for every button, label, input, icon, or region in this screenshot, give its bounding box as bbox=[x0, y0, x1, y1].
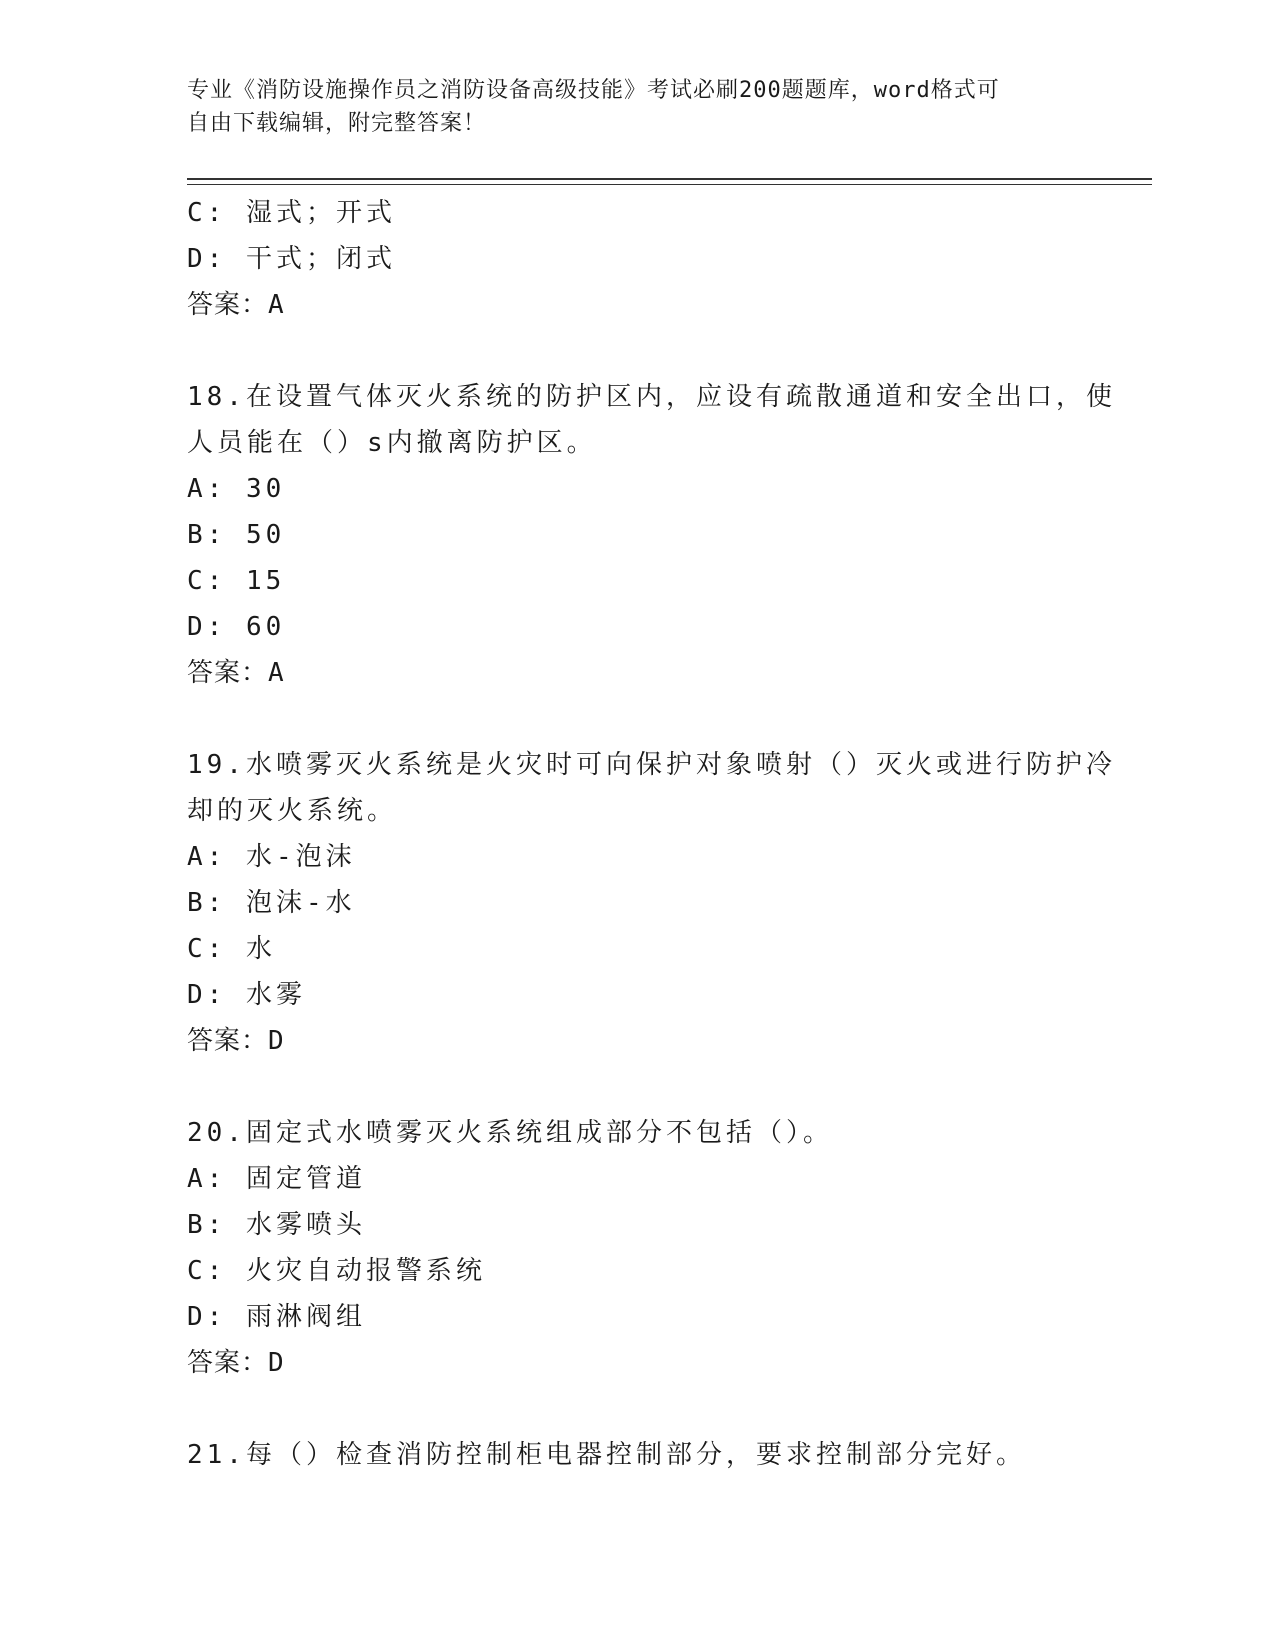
option-b: B: 水雾喷头 bbox=[187, 1210, 366, 1240]
option-c: C: 15 bbox=[187, 566, 286, 596]
option-d: D: 60 bbox=[187, 612, 286, 642]
option-a: A: 水-泡沫 bbox=[187, 842, 356, 872]
header-divider-thin bbox=[187, 184, 1152, 185]
header-line-2: 自由下载编辑，附完整答案！ bbox=[187, 111, 487, 136]
question-text-line-2: 却的灭火系统。 bbox=[187, 796, 398, 826]
answer: 答案：A bbox=[187, 658, 285, 688]
option-c: C: 火灾自动报警系统 bbox=[187, 1256, 486, 1286]
answer: 答案：D bbox=[187, 1026, 285, 1056]
question-text-line-1: 21.每（）检查消防控制柜电器控制部分，要求控制部分完好。 bbox=[187, 1440, 1026, 1470]
question-text-line-1: 20.固定式水喷雾灭火系统组成部分不包括（）。 bbox=[187, 1118, 833, 1148]
question-19 bbox=[187, 742, 1116, 1064]
question-17-continued bbox=[187, 190, 1087, 328]
question-21 bbox=[187, 1432, 1087, 1478]
option-c: C: 湿式；开式 bbox=[187, 198, 396, 228]
header-divider-thick bbox=[187, 178, 1152, 180]
question-list bbox=[187, 190, 1116, 1478]
question-text-line-2: 人员能在（）s内撤离防护区。 bbox=[187, 428, 597, 458]
question-18 bbox=[187, 374, 1116, 696]
option-b: B: 泡沫-水 bbox=[187, 888, 356, 918]
option-a: A: 30 bbox=[187, 474, 286, 504]
option-a: A: 固定管道 bbox=[187, 1164, 366, 1194]
option-d: D: 雨淋阀组 bbox=[187, 1302, 366, 1332]
option-d: D: 水雾 bbox=[187, 980, 306, 1010]
option-d: D: 干式；闭式 bbox=[187, 244, 396, 274]
answer: 答案：D bbox=[187, 1348, 285, 1378]
answer: 答案：A bbox=[187, 290, 285, 320]
question-text-line-1: 18.在设置气体灭火系统的防护区内，应设有疏散通道和安全出口，使 bbox=[187, 382, 1116, 412]
question-text-line-1: 19.水喷雾灭火系统是火灾时可向保护对象喷射（）灭火或进行防护冷 bbox=[187, 750, 1116, 780]
option-b: B: 50 bbox=[187, 520, 286, 550]
question-20 bbox=[187, 1110, 1087, 1386]
option-c: C: 水 bbox=[187, 934, 276, 964]
document-header bbox=[187, 74, 1087, 140]
header-line-1: 专业《消防设施操作员之消防设备高级技能》考试必刷200题题库，word格式可 bbox=[187, 78, 1000, 103]
